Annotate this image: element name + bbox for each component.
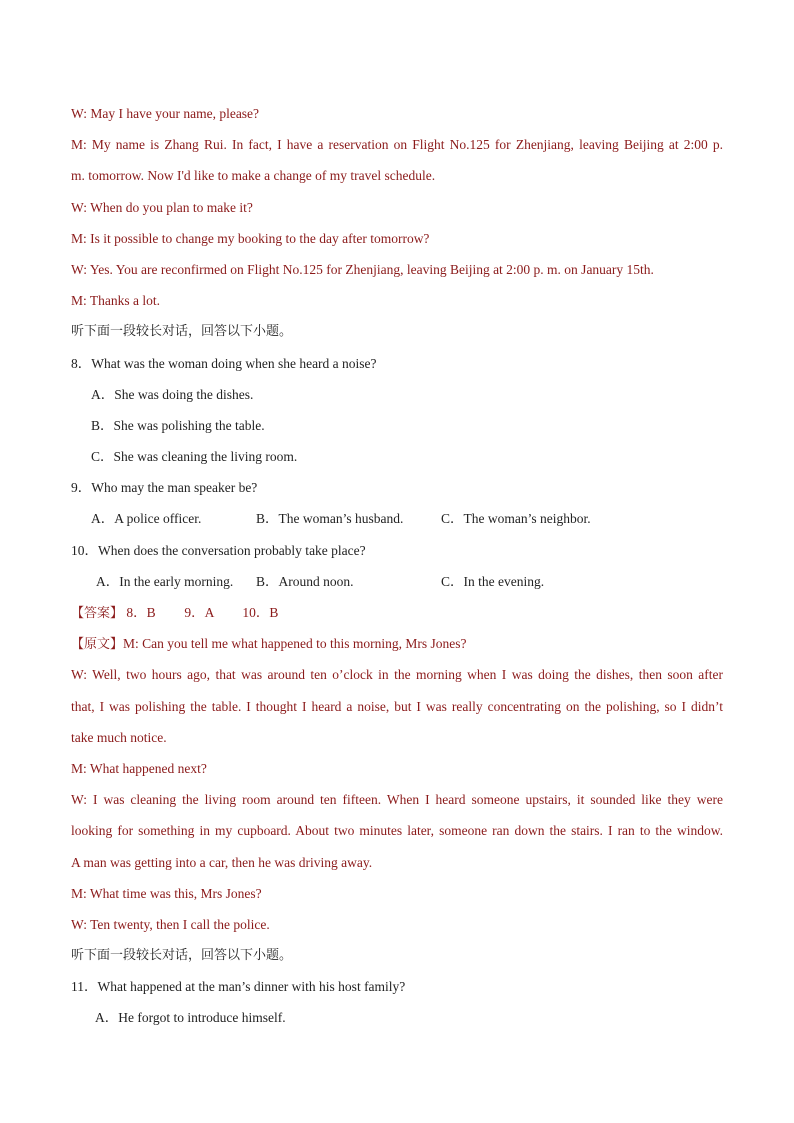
question-9-option-a: A．A police officer. [91,511,202,527]
answer-value: 9．A [184,605,214,620]
question-10-option-b: B．Around noon. [256,573,354,589]
transcript-line: take much notice. [71,729,167,745]
question-10-option-a: A．In the early morning. [96,573,234,589]
transcript-line: A man was getting into a car, then he was driving away. [71,854,373,870]
question-8-stem: 8．What was the woman doing when she heard a noise? [71,355,377,371]
question-8-option-b: B．She was polishing the table. [91,417,265,433]
dialogue-line: M: Thanks a lot. [71,293,160,309]
transcript-line: M: What happened next? [71,760,207,776]
transcript-line: W: I was cleaning the living room around ten fifteen. When I heard someone upstairs, it sounded like they were [71,792,723,808]
transcript-first-line [71,628,723,659]
question-8-option-a: A．She was doing the dishes. [91,386,254,402]
transcript-line: W: Ten twenty, then I call the police. [71,916,270,932]
question-9-option-c: C．The woman’s neighbor. [441,511,591,527]
answer-line [71,597,723,628]
question-9-option-b: B．The woman’s husband. [256,511,404,527]
transcript-line: looking for something in my cupboard. About two minutes later, someone ran down the stairs. I ran to the window. [71,823,723,839]
dialogue-line: W: May I have your name, please? [71,106,260,121]
transcript-text: M: Can you tell me what happened to this morning, Mrs Jones? [123,636,467,652]
transcript-line: M: What time was this, Mrs Jones? [71,885,262,901]
dialogue-line: M: My name is Zhang Rui. In fact, I have a reservation on Flight No.125 for Zhenjiang, leaving Beijing at 2:00 p. [71,137,723,153]
dialogue-line: W: When do you plan to make it? [71,199,253,215]
answer-value: 8．B [126,605,156,620]
question-10-options [71,566,723,597]
question-8-option-c: C．She was cleaning the living room. [91,449,298,465]
dialogue-line: W: Yes. You are reconfirmed on Flight No.125 for Zhenjiang, leaving Beijing at 2:00 p. m. on January 15th. [71,261,654,277]
question-10-option-c: C．In the evening. [441,573,545,589]
transcript-tag: 【原文】 [71,637,124,653]
question-11-stem: 11．What happened at the man’s dinner with his host family? [71,979,406,995]
question-11-option-a: A．He forgot to introduce himself. [95,1010,286,1026]
question-9-options [71,503,723,534]
transcript-line: that, I was polishing the table. I thought I heard a noise, but I was really concentrating on the polishing, so I didn’t [71,698,723,714]
answer-tag: 【答案】 [71,606,124,621]
answer-value: 10．B [242,605,279,620]
dialogue-line: M: Is it possible to change my booking to the day after tomorrow? [71,230,430,246]
section-instruction: 听下面一段较长对话，回答以下小题。 [71,324,293,340]
transcript-line: W: Well, two hours ago, that was around ten o’clock in the morning when I was doing the dishes, then soon after [71,667,723,683]
document-page [71,98,723,1034]
section-instruction: 听下面一段较长对话，回答以下小题。 [71,948,293,964]
dialogue-line: m. tomorrow. Now I'd like to make a change of my travel schedule. [71,168,436,184]
question-9-stem: 9．Who may the man speaker be? [71,480,258,496]
question-10-stem: 10．When does the conversation probably take place? [71,542,366,558]
